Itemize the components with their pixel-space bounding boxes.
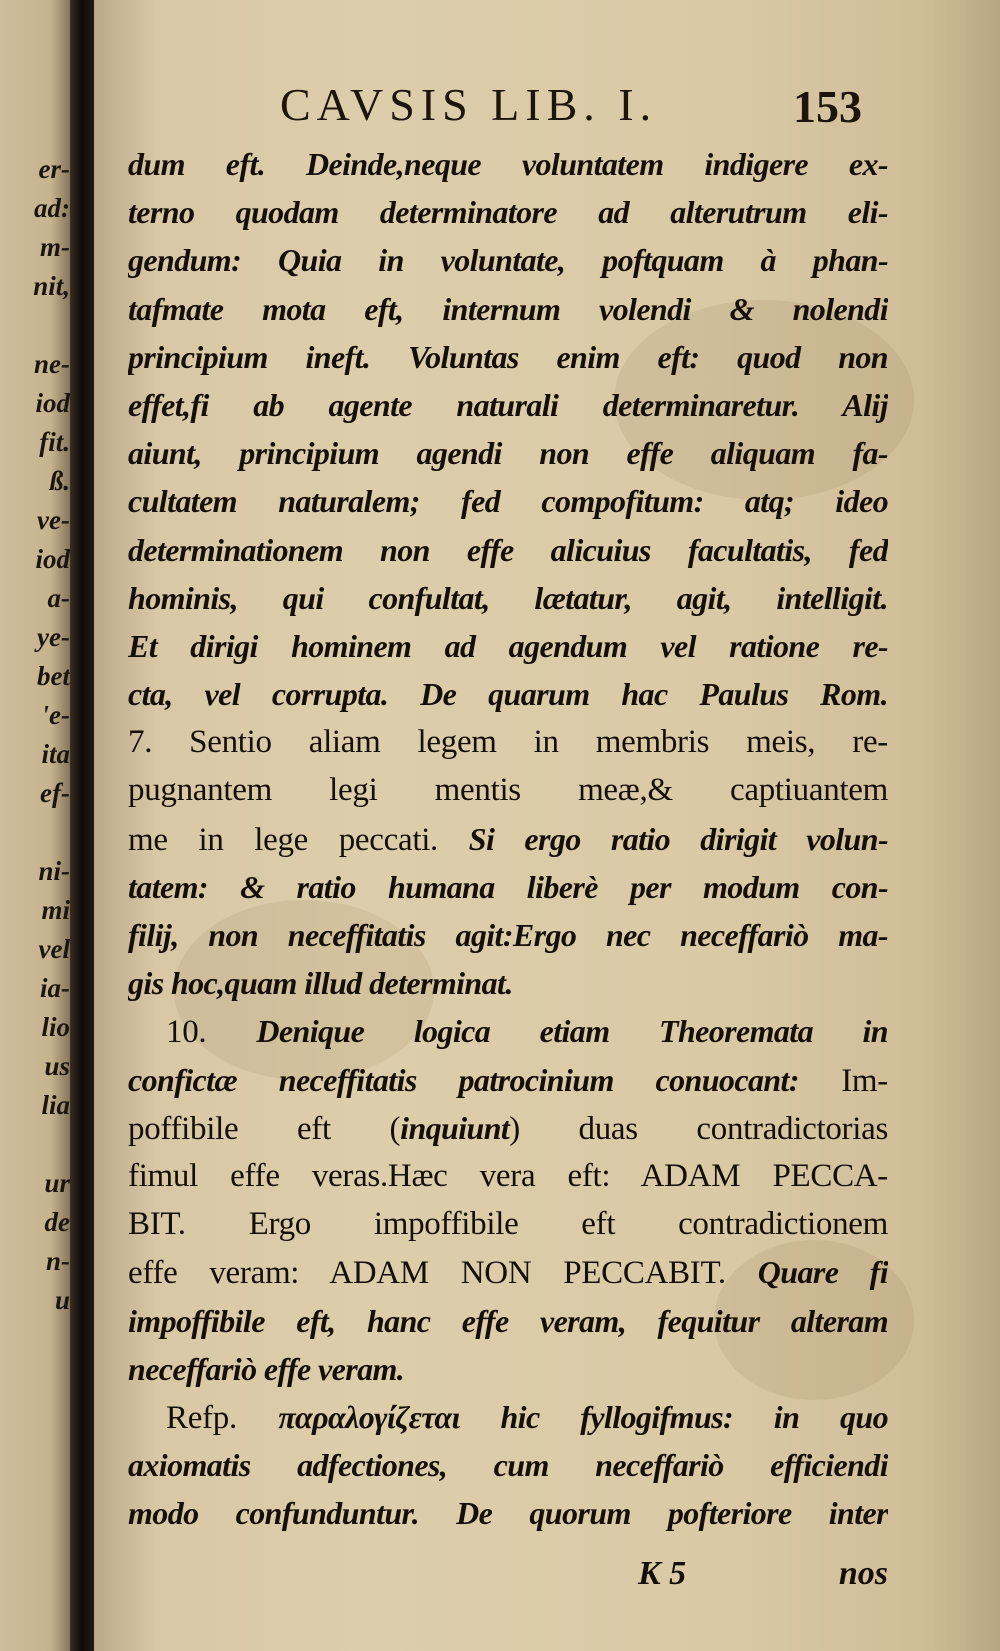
page-footer bbox=[128, 1555, 888, 1605]
margin-fragment: m- bbox=[40, 232, 70, 262]
margin-fragment bbox=[0, 813, 70, 852]
margin-fragment: ita bbox=[41, 739, 70, 769]
text-line: 7. Sentio aliam legem in membris meis, re- bbox=[128, 724, 888, 761]
book-spine bbox=[70, 0, 96, 1651]
text-line bbox=[128, 1104, 888, 1152]
text-line: hominis, qui confultat, lætatur, agit, intelligit. bbox=[128, 579, 888, 616]
margin-fragment: iod bbox=[35, 388, 70, 418]
margin-fragment: fit. bbox=[39, 427, 70, 457]
text-line: BIT. Ergo impoffibile eft contradictionem bbox=[128, 1206, 888, 1243]
margin-fragment: ef- bbox=[40, 778, 70, 808]
roman-run: 10. bbox=[166, 1014, 257, 1051]
italic-run: confictæ neceffitatis patrocinium conuocant: bbox=[128, 1061, 799, 1098]
margin-fragment: ye- bbox=[37, 622, 70, 652]
italic-run: παραλογίζεται hic fyllogifmus: in quo bbox=[278, 1398, 888, 1435]
running-head: CAVSIS LIB. I. bbox=[280, 79, 658, 130]
text-line: modo confunduntur. De quorum pofteriore inter bbox=[128, 1495, 888, 1532]
margin-fragment: ad: bbox=[34, 193, 70, 223]
text-line: gendum: Quia in voluntate, poftquam à phan- bbox=[128, 242, 888, 279]
page-header bbox=[180, 78, 880, 138]
text-line bbox=[128, 815, 888, 863]
signature-mark: K 5 bbox=[638, 1555, 687, 1592]
text-line: dum eft. Deinde,neque voluntatem indigere ex- bbox=[128, 146, 888, 182]
facing-page-margin-text bbox=[0, 150, 70, 1320]
italic-run: inquiunt bbox=[400, 1109, 510, 1146]
text-line: axiomatis adfectiones, cum neceffariò efficiendi bbox=[128, 1447, 888, 1484]
margin-fragment: a- bbox=[47, 583, 70, 613]
margin-fragment: nit, bbox=[33, 271, 70, 301]
page-number: 153 bbox=[793, 81, 862, 132]
roman-run: poffibile eft ( bbox=[128, 1110, 401, 1147]
italic-run: Quare fi bbox=[757, 1254, 888, 1291]
margin-fragment: iod bbox=[35, 544, 70, 574]
margin-fragment bbox=[0, 1125, 70, 1164]
text-line: terno quodam determinatore ad alterutrum eli- bbox=[128, 194, 888, 231]
roman-run: Im- bbox=[798, 1062, 888, 1099]
text-line: fimul effe veras.Hæc vera eft: ADAM PECCA- bbox=[128, 1157, 888, 1194]
text-line: cultatem naturalem; fed compofitum: atq; ideo bbox=[128, 483, 888, 520]
margin-fragment: er- bbox=[38, 154, 70, 184]
italic-run: Denique logica etiam Theoremata in bbox=[256, 1013, 888, 1050]
text-line: Et dirigi hominem ad agendum vel ratione re- bbox=[128, 627, 888, 664]
text-line: neceffariò effe veram. bbox=[128, 1350, 405, 1387]
text-line: determinationem non effe alicuius facultatis, fed bbox=[128, 531, 888, 568]
text-line bbox=[128, 1393, 888, 1441]
roman-run: effe veram: ADAM NON PECCABIT. bbox=[128, 1255, 758, 1292]
margin-fragment: ur bbox=[44, 1168, 70, 1198]
margin-fragment: lio bbox=[41, 1012, 70, 1042]
roman-run: me in lege peccati. bbox=[128, 821, 469, 858]
body-text bbox=[128, 140, 888, 1537]
margin-fragment: ve- bbox=[37, 505, 70, 535]
catchword: nos bbox=[838, 1555, 888, 1592]
margin-fragment: de bbox=[44, 1207, 70, 1237]
text-line: pugnantem legi mentis meæ,& captiuantem bbox=[128, 772, 888, 809]
text-line bbox=[128, 1248, 888, 1296]
text-line bbox=[128, 1007, 888, 1055]
text-line: impoffibile eft, hanc effe veram, fequitur alteram bbox=[128, 1302, 888, 1339]
italic-run: Si ergo ratio dirigit volun- bbox=[468, 820, 888, 857]
margin-fragment: ne- bbox=[34, 349, 70, 379]
margin-fragment: u bbox=[54, 1285, 70, 1315]
text-line bbox=[128, 1056, 888, 1104]
margin-fragment: ia- bbox=[40, 973, 70, 1003]
margin-fragment: 'e- bbox=[41, 700, 70, 730]
margin-fragment: lia bbox=[41, 1090, 70, 1120]
margin-fragment: bet bbox=[37, 661, 70, 691]
text-line: aiunt, principium agendi non effe aliquam fa- bbox=[128, 435, 888, 472]
margin-fragment: ni- bbox=[38, 856, 70, 886]
margin-fragment: us bbox=[44, 1051, 70, 1081]
text-line: gis hoc,quam illud determinat. bbox=[128, 965, 513, 1002]
margin-fragment: ß. bbox=[49, 466, 70, 496]
text-line: filij, non neceffitatis agit:Ergo nec neceffariò ma- bbox=[128, 917, 888, 953]
margin-fragment: vel bbox=[38, 934, 70, 964]
roman-run: Refp. bbox=[166, 1399, 279, 1436]
margin-fragment: n- bbox=[45, 1246, 70, 1276]
margin-fragment bbox=[0, 306, 70, 345]
text-line: cta, vel corrupta. De quarum hac Paulus Rom. bbox=[128, 676, 888, 713]
margin-fragment: mi bbox=[41, 895, 70, 925]
text-line: effet,fi ab agente naturali determinaretur. Alij bbox=[128, 386, 888, 423]
text-line: tafmate mota eft, internum volendi & nolendi bbox=[128, 290, 888, 327]
text-line: principium ineft. Voluntas enim eft: quod non bbox=[128, 338, 888, 375]
roman-run: ) duas contradictorias bbox=[509, 1110, 888, 1147]
text-line: tatem: & ratio humana liberè per modum con- bbox=[128, 868, 888, 905]
